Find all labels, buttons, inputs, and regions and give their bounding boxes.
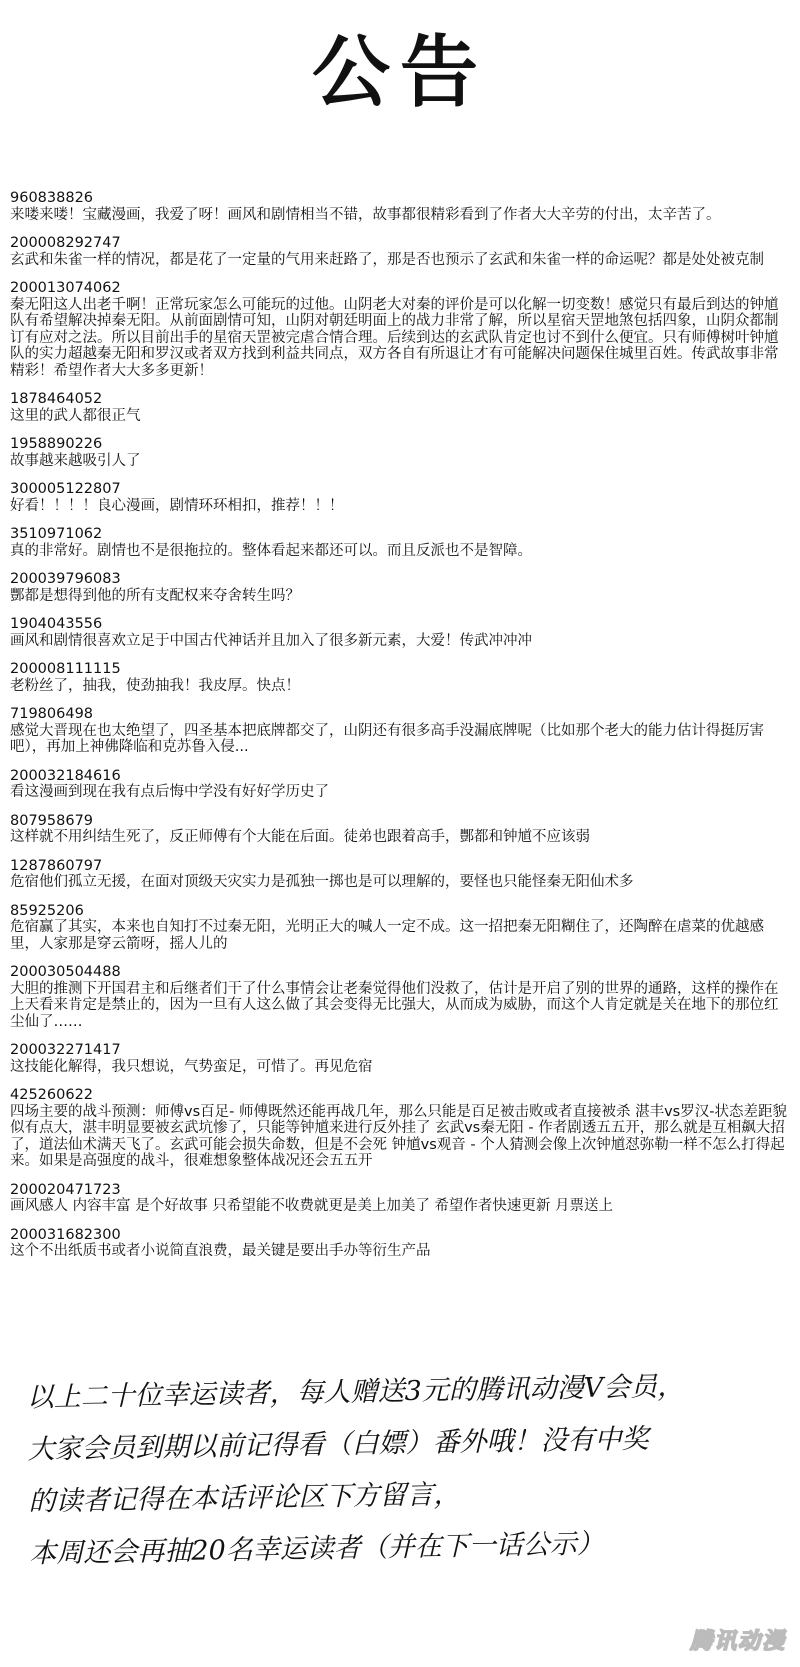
announcement-footer: [26, 1359, 780, 1580]
comment-item: [10, 616, 792, 649]
comment-item: [10, 481, 792, 514]
footer-line: 大家会员到期以前记得看（白嫖）番外哦！没有中奖: [27, 1423, 649, 1466]
comment-user-id: 1958890226: [10, 436, 103, 452]
comment-user-id: 200032271417: [10, 1042, 121, 1058]
comment-user-id: 200031682300: [10, 1226, 121, 1243]
comment-item: [10, 964, 792, 1030]
comment-item: [10, 235, 792, 268]
comment-item: [10, 391, 792, 424]
comment-user-id: 425260622: [10, 1087, 94, 1103]
comment-user-id: 200030504488: [10, 964, 121, 980]
comment-item: [10, 526, 792, 559]
comment-item: [10, 190, 792, 223]
comment-item: [10, 280, 792, 379]
comment-user-id: 300005122807: [10, 481, 121, 497]
comment-text: 玄武和朱雀一样的情况，都是花了一定量的气用来赶路了，那是否也预示了玄武和朱雀一样的命运呢？都是处处被克制: [10, 251, 764, 268]
comment-user-id: 3510971062: [10, 526, 103, 542]
comment-text: 看这漫画到现在我有点后悔中学没有好好学历史了: [10, 784, 329, 800]
comment-item: [10, 903, 792, 953]
comment-user-id: 807958679: [10, 812, 94, 829]
comment-user-id: 200013074062: [10, 280, 121, 296]
watermark-logo: 腾讯动漫: [689, 1629, 786, 1654]
comment-text: 这技能化解得，我只想说，气势蛮足，可惜了。再见危宿: [10, 1058, 373, 1075]
comment-user-id: 200039796083: [10, 571, 121, 587]
comment-user-id: 200020471723: [10, 1181, 121, 1198]
comment-user-id: 1287860797: [10, 857, 103, 874]
comment-item: [10, 1182, 792, 1215]
comment-user-id: 719806498: [10, 706, 94, 722]
comment-user-id: 1878464052: [10, 391, 103, 407]
comment-item: [10, 661, 792, 694]
comment-text: 这个不出纸质书或者小说简直浪费，最关键是要出手办等衍生产品: [10, 1243, 431, 1259]
comment-text: 这里的武人都很正气: [10, 407, 141, 424]
comment-list: [10, 190, 792, 1272]
comment-item: [10, 813, 792, 846]
comment-item: [10, 706, 792, 756]
footer-line: 的读者记得在本话评论区下方留言，: [28, 1479, 461, 1518]
comment-text: 真的非常好。剧情也不是很拖拉的。整体看起来都还可以。而且反派也不是智障。: [10, 542, 532, 559]
comment-user-id: 200008292747: [10, 235, 121, 251]
footer-line: 本周还会再抽20名幸运读者（并在下一话公示）: [29, 1528, 604, 1570]
comment-text: 大胆的推测下开国君主和后继者们干了什么事情会让老秦觉得他们没救了，估计是开启了别的世界的通路，这样的操作在上天看来肯定是禁止的，因为一旦有人这么做了其会变得无比强大，从而成为威胁，而这个人肯定就是关在地下的那位红尘仙了……: [10, 980, 779, 1030]
comment-item: [10, 1042, 792, 1075]
comment-user-id: 85925206: [10, 902, 84, 919]
comment-user-id: 960838826: [10, 190, 94, 206]
footer-line: 以上二十位幸运读者，每人赠送3元的腾讯动漫V会员，: [26, 1371, 685, 1414]
comment-user-id: 200032184616: [10, 767, 121, 784]
comment-item: [10, 436, 792, 469]
comment-text: 故事越来越吸引人了: [10, 452, 141, 469]
comment-user-id: 1904043556: [10, 616, 103, 632]
comment-item: [10, 858, 792, 891]
comment-item: [10, 571, 792, 604]
comment-text: 来喽来喽！宝藏漫画，我爱了呀！画风和剧情相当不错，故事都很精彩看到了作者大大辛劳的付出，太辛苦了。: [10, 206, 721, 223]
comment-text: 危宿他们孤立无援，在面对顶级天灾实力是孤独一掷也是可以理解的，要怪也只能怪秦无阳仙术多: [10, 874, 634, 890]
comment-text: 秦无阳这人出老千啊！正常玩家怎么可能玩的过他。山阴老大对秦的评价是可以化解一切变数！感觉只有最后到达的钟馗队有希望解决掉秦无阳。从前面剧情可知，山阴对朝廷明面上的战力非常了解，所以星宿天罡地煞包括四象，山阴众都制订有应对之法。所以目前出手的星宿天罡被完虐合情合理。后续到达的玄武队肯定也讨不到什么便宜。只有师傅树叶钟馗队的实力超越秦无阳和罗汉或者双方找到利益共同点，双方各自有所退让才有可能解决问题保住城里百姓。传武故事非常精彩！希望作者大大多多更新！: [10, 296, 779, 379]
comment-text: 画风感人 内容丰富 是个好故事 只希望能不收费就更是美上加美了 希望作者快速更新 月票送上: [10, 1198, 614, 1214]
comment-user-id: 200008111115: [10, 661, 121, 677]
comment-text: 好看！！！！良心漫画，剧情环环相扣，推荐！！！: [10, 497, 344, 514]
page-title: 公告: [311, 28, 488, 118]
comment-text: 这样就不用纠结生死了，反正师傅有个大能在后面。徒弟也跟着高手，酆都和钟馗不应该弱: [10, 829, 590, 845]
comment-text: 危宿赢了其实，本来也自知打不过秦无阳，光明正大的喊人一定不成。这一招把秦无阳糊住了，还陶醉在虐菜的优越感里，人家那是穿云箭呀，摇人儿的: [10, 919, 764, 952]
comment-text: 感觉大晋现在也太绝望了，四圣基本把底牌都交了，山阴还有很多高手没漏底牌呢（比如那个老大的能力估计得挺厉害吧），再加上神佛降临和克苏鲁入侵...: [10, 722, 764, 755]
comment-text: 画风和剧情很喜欢立足于中国古代神话并且加入了很多新元素，大爱！传武冲冲冲: [10, 632, 532, 649]
comment-text: 酆都是想得到他的所有支配权来夺舍转生吗？: [10, 587, 300, 604]
comment-item: [10, 1227, 792, 1260]
comment-text: 四场主要的战斗预测：师傅vs百足- 师傅既然还能再战几年，那么只能是百足被击败或者直接被杀 湛丰vs罗汉-状态差距貌似有点大，湛丰明显要被玄武坑惨了，只能等钟馗来进行反外挂了 玄武vs秦无阳 - 作者剧透五五开，那么就是互相飙大招了，道法仙术满天飞了。玄武可能会损失命数，但是不会死 钟馗vs观音 - 个人猜测会像上次钟馗怼弥勒一样不怎么打得起来。如果是高强度的战斗，很难想象整体战况还会五五开: [10, 1103, 787, 1169]
comment-item: [10, 1087, 792, 1170]
comment-item: [10, 768, 792, 801]
comment-text: 老粉丝了，抽我，使劲抽我！我皮厚。快点！: [10, 677, 300, 694]
